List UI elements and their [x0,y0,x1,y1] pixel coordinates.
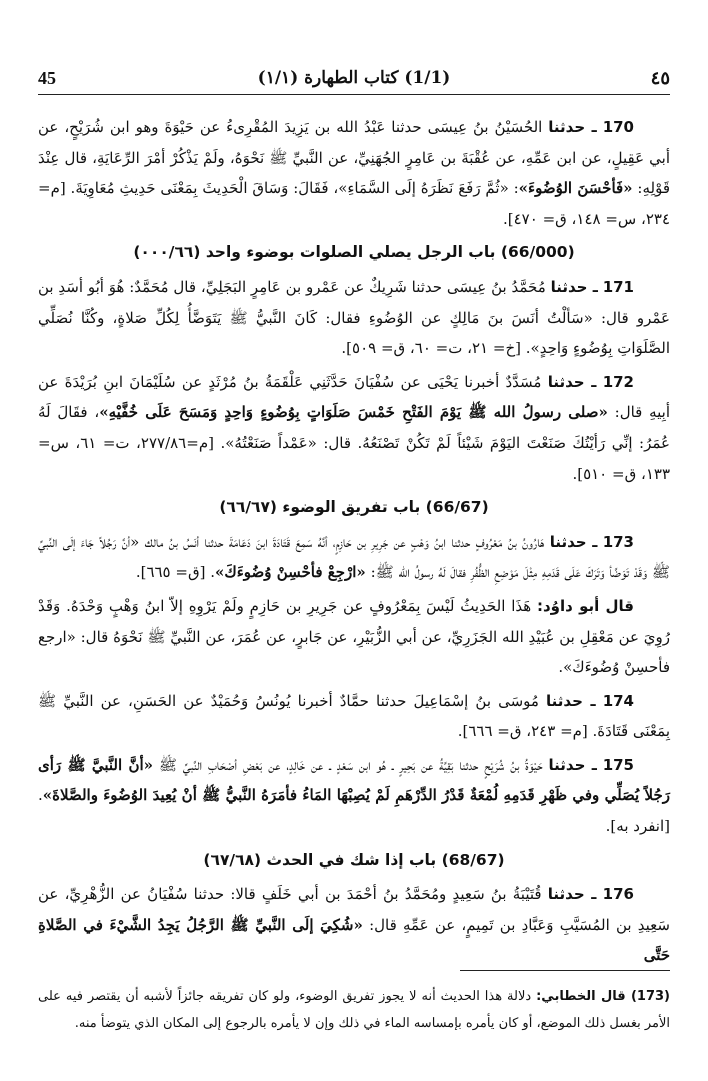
page-number-latin: 45 [38,68,56,88]
hadith-text: مُحَمَّدُ بنُ عِيسَى حدثنا شَرِيكٌ عن عَمْرو بن عَامِرٍ البَجَلِيِّ، قال مُحَمَّدٌ: هُوَ أبُو أسَدِ بن عَمْرو قال: «سَألْتُ أنَسَ بنَ مَالِكٍ عن الوُضُوءِ فقال: كَانَ النَّبيُّ ﷺ يَتَوَضَّأُ لِكُلِّ صَلاةٍ، وكُنَّا نُصَلِّي الصَّلَوَاتِ بِوُضُوءٍ وَاحِدٍ». [خ= ٢١، ت= ٦٠، ق= ٥٠٩]. [38,277,670,358]
hadith-text: حَيْوَةُ بنُ شُرَيْحٍ حدثنا بَقِيَّةُ عن بَحِيرٍ ـ هُو ابن سَعْدٍ ـ عن خَالِدٍ، عن بَعْضِ أصْحَابِ النَّبيِّ ﷺ [153,755,549,774]
hadith-text: هَذَا الحَدِيثُ لَيْسَ بِمَعْرُوفٍ عن جَرِيرِ بن حَازِمٍ ولَمْ يَرْوِهِ إلاّ ابنُ وَهْبٍ وَحْدَهُ. وَقَدْ رُوِيَ عن مَعْقِلِ بن عُبَيْدِ الله الجَزَرِيِّ، عن أبي الزُّبَيْرِ، عن جَابرٍ، عن عُمَرَ، عن النَّبيِّ ﷺ نَحْوَهُ قال: «ارجع فأحسِنْ وُضُوءَكَ». [38,596,670,677]
footnote [38,983,670,1037]
hadith-text-continued: ، فقَالَ لَهُ عُمَرُ: إنِّي رَأيْتُكَ صَنَعْتَ اليَوْمَ شَيْئاً لَمْ تَكُنْ تَصْنَعُهُ. قال: «عَمْداً صَنَعْتُهُ». [م=٢٧٧/٨٦، ت= ٦١، س= ١٣٣، ق= ٥١٠]. [38,403,670,483]
prophetic-quote: «أنَّ النَّبيَّ ﷺ رَأى رَجُلاً يُصَلِّي وفي ظَهْرِ قَدَمِهِ لُمْعَةٌ قَدْرُ الدِّرْهَمِ لَمْ يُصِبْهَا المَاءُ فأمَرَهُ النَّبيُّ ﷺ أنْ يُعِيدَ الوُضُوءَ والصَّلاةَ» [38,755,670,805]
hadith-number: 173 [602,532,634,551]
narration-lead: ـ حدثنا [547,372,597,391]
narration-lead: ـ حدثنا [547,885,597,904]
hadith-text: الحُسَيْنُ بنُ عِيسَى حدثنا عَبْدُ الله بن يَزِيدَ المُقْرِىءُ عن حَيْوَةَ وهو ابن شُرَيْحٍ، عن أبي عَقِيلٍ، عن ابن عَمِّهِ، عن عُقْبَةَ بن عَامِرٍ الجُهَنِيِّ، عن النَّبيِّ ﷺ نَحْوَهُ، ولَمْ يَذْكُرْ أمْرَ الرِّعَايَةِ، قال عِنْدَ قَوْلِهِ: [38,118,670,198]
prophetic-quote: «صلى رسولُ الله ﷺ يَوْمَ الفَتْحِ خَمْسَ صَلَوَاتٍ بِوُضُوءٍ وَاحِدٍ وَمَسَحَ عَلَى خُفَّيْهِ» [99,403,608,422]
hadith-paragraph [38,367,670,489]
hadith-paragraph [38,112,670,234]
narration-lead: ـ حدثنا [548,755,597,774]
hadith-text: مُوسَى بنُ إسْمَاعِيلَ حدثنا حمَّادٌ أخبرنا يُونُسُ وَحُمَيْدٌ عن الحَسَنِ، عن النَّبيِّ ﷺ بِمَعْنَى قَتَادَةَ. [م= ٢٤٣، ق= ٦٦٦]. [38,691,670,741]
page-header [38,66,670,95]
running-title: (1/1) كتاب الطهارة (١/١) [257,68,451,88]
hadith-text: مُسَدَّدٌ أخبرنا يَحْيَى عن سُفْيَانَ حَدَّثَنِي عَلْقَمَةُ بنُ مُرْثَدٍ عن سُلَيْمَانَ ابنِ بُرَيْدَةَ عن أبِيهِ قال: [38,372,671,422]
narration-lead: ـ حدثنا [548,118,597,136]
hadith-number: 176 [602,885,634,904]
hadith-text: هَارُونُ بنُ مَعْرُوفٍ حدثنا ابنُ وَهْبٍ عن جَرِيرِ بن حَازِمٍ، أنَّهُ سَمِعَ قَتَادَةَ ابنَ دَعَامَةَ حدثنا أنَسُ بنُ مالك «أنَّ رَجُلاً جَاءَ إلَى النَّبيِّ ﷺ وَقَدْ تَوَضَّأ وَتَرَكَ عَلَى قَدَمِهِ مِثْلَ مَوْضِعِ الظُّفُرِ فقالَ لَهُ رسولُ الله ﷺ: [38,532,670,582]
hadith-paragraph [38,527,670,588]
chapter-heading: (66/000) باب الرجل يصلي الصلوات بوضوء واحد (٠٠٠/٦٦) [133,243,575,262]
footnote-lead: (173) قال الخطابي: [536,989,670,1004]
prophetic-quote: «ارْجِعْ فأحْسِنْ وُضُوءَكَ» [214,563,366,582]
hadith-number: 170 [602,118,634,136]
hadith-paragraph [38,272,670,364]
chapter-heading: (68/67) باب إذا شك في الحدث (٦٧/٦٨) [203,850,505,869]
footnote-separator [460,970,670,971]
hadith-number: 174 [602,691,634,710]
narration-lead: ـ حدثنا [550,277,598,296]
narration-lead: ـ حدثنا [546,691,596,710]
narration-lead: ـ حدثنا [549,532,598,551]
chapter-heading: (66/67) باب تفريق الوضوء (٦٦/٦٧) [219,498,489,517]
hadith-paragraph [38,879,670,971]
prophetic-quote: «شُكِيَ إلَى النَّبيِّ ﷺ الرَّجُلُ يَجِدُ الشَّيْءَ في الصَّلاةِ حَتَّى [38,915,670,965]
hadith-paragraph [38,750,670,842]
prophetic-quote: «فَأحْسَنَ الوُضُوءَ» [518,179,633,198]
hadith-text: قُتَيْبَةُ بنُ سَعِيدٍ ومُحَمَّدُ بنُ أحْمَدَ بن أبي خَلَفٍ قالا: حدثنا سُفْيَانُ عن الزُّهْرِيِّ، عن سَعِيدِ بن المُسَيَّبِ وَعَبَّادِ بن تَمِيمٍ، عن عَمِّهِ قال: [38,885,670,934]
hadith-number: 171 [602,277,634,296]
hadith-number: 175 [602,755,634,774]
hadith-paragraph [38,686,670,747]
hadith-text-continued: : «ثُمَّ رَفَعَ نَظَرَهُ إلَى السَّمَاءِ»، فَقَالَ: وَسَاقَ الْحَدِيثَ بِمَعْنَى حَدِيثِ مُعَاوِيَةَ. [م= ٢٣٤، س= ١٤٨، ق= ٤٧٠]. [38,179,670,228]
hadith-number: 172 [602,372,634,391]
page-number-arabic: ٤٥ [650,68,670,89]
footnote-text: دلالة هذا الحديث أنه لا يجوز تفريق الوضوء، ولو كان تفريقه جائزاً لأشبه أن يقتصر فيه على الأمر بغسل ذلك الموضع، أو كان يأمره بإمساسه الماء في ذلك وإن لا يأمره بالرجوع إلى المكان الذي يتوضأ منه. [38,989,670,1031]
hadith-text-continued: . [انفرد به]. [38,786,670,836]
commentary-paragraph [38,591,670,683]
narration-lead: قال أبو داوُد: [536,596,634,615]
hadith-text-body [38,112,670,974]
hadith-text-continued: . [ق= ٦٦٥]. [135,563,215,582]
